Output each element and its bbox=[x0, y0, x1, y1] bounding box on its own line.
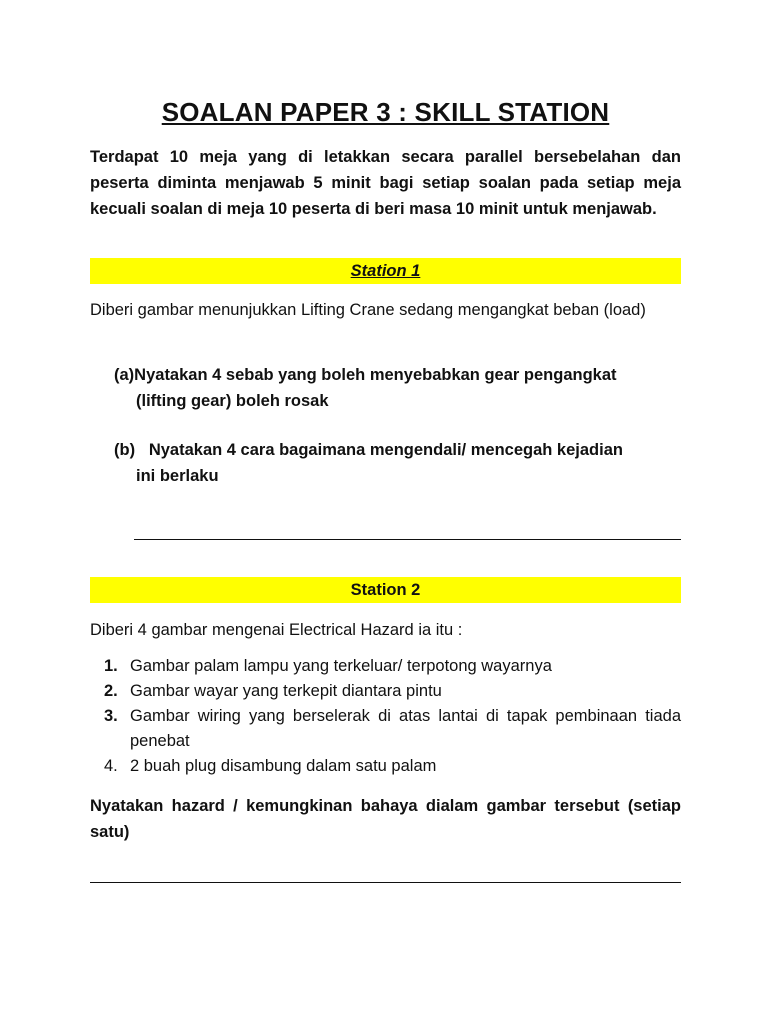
intro-paragraph: Terdapat 10 meja yang di letakkan secara parallel bersebelahan dan peserta diminta menjawab 5 minit bagi setiap soalan pada setiap meja kecuali soalan di meja 10 peserta di beri masa 10 minit untuk menjawab. bbox=[90, 148, 681, 218]
page-title: SOALAN PAPER 3 : SKILL STATION bbox=[161, 97, 610, 127]
list-item-number: 1. bbox=[104, 657, 118, 675]
question-a-line-1: Nyatakan 4 sebab yang boleh menyebabkan gear pengangkat bbox=[134, 366, 617, 384]
station-1-description: Diberi gambar menunjukkan Lifting Crane sedang mengangkat beban (load) bbox=[90, 301, 646, 319]
list-item bbox=[104, 679, 681, 704]
station-2-heading bbox=[90, 577, 681, 603]
list-item bbox=[104, 654, 681, 679]
list-item-number: 3. bbox=[104, 707, 118, 725]
list-item bbox=[104, 704, 681, 754]
station-2-heading-text: Station 2 bbox=[350, 581, 421, 599]
list-item-text: Gambar palam lampu yang terkeluar/ terpotong wayarnya bbox=[130, 657, 552, 675]
station-2-description: Diberi 4 gambar mengenai Electrical Hazard ia itu : bbox=[90, 621, 463, 639]
station-1-heading bbox=[90, 258, 681, 284]
question-a-line-2: (lifting gear) boleh rosak bbox=[136, 392, 329, 410]
station-1-heading-text: Station 1 bbox=[350, 262, 421, 280]
answer-line-station-1 bbox=[134, 539, 681, 540]
station-2-task: Nyatakan hazard / kemungkinan bahaya dialam gambar tersebut (setiap satu) bbox=[90, 797, 681, 841]
list-item-text: Gambar wiring yang berselerak di atas lantai di tapak pembinaan tiada penebat bbox=[130, 707, 681, 750]
question-a-label: (a) bbox=[114, 366, 135, 384]
list-item-number: 2. bbox=[104, 682, 118, 700]
question-b-label: (b) bbox=[114, 441, 136, 459]
list-item-text: 2 buah plug disambung dalam satu palam bbox=[130, 757, 437, 775]
question-b-line-2: ini berlaku bbox=[136, 467, 219, 485]
station-1-question-b bbox=[114, 437, 681, 489]
answer-line-station-2 bbox=[90, 882, 681, 883]
list-item-number: 4. bbox=[104, 757, 118, 775]
list-item-text: Gambar wayar yang terkepit diantara pintu bbox=[130, 682, 442, 700]
list-item bbox=[104, 754, 681, 779]
question-b-line-1: Nyatakan 4 cara bagaimana mengendali/ mencegah kejadian bbox=[148, 441, 623, 459]
station-1-question-a bbox=[114, 362, 681, 414]
station-2-list bbox=[104, 654, 681, 779]
